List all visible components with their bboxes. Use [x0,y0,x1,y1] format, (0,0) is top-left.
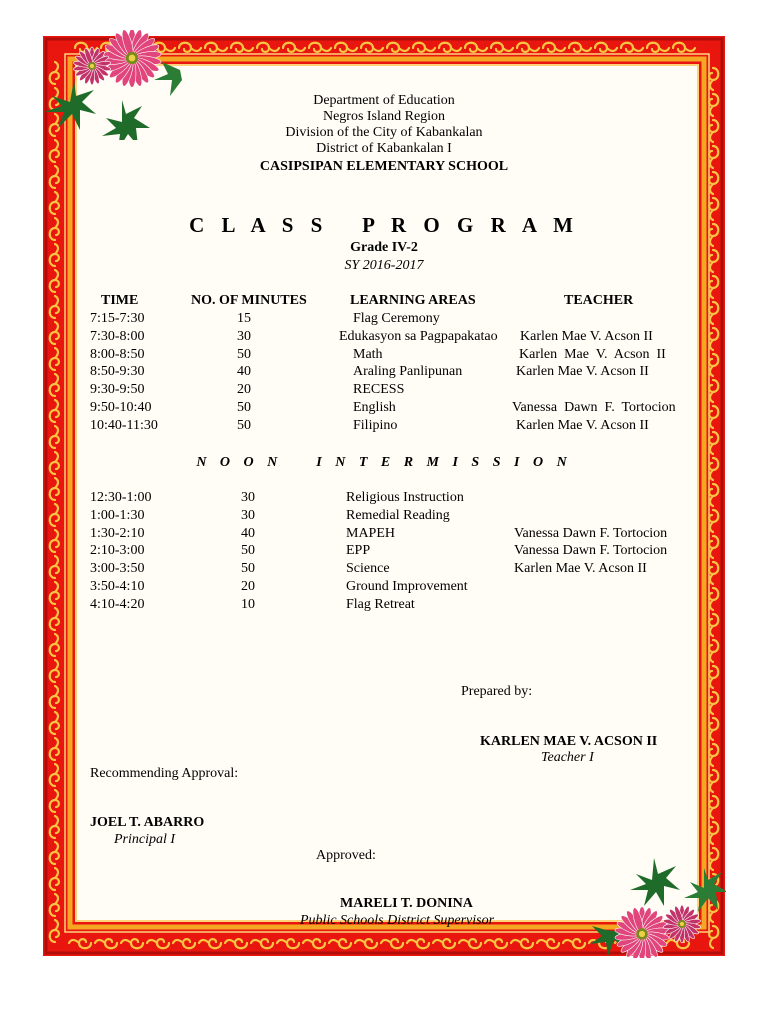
column-header-time: TIME [101,293,139,308]
recommending-approval-label: Recommending Approval: [90,766,239,781]
row-minutes: 50 [241,561,255,577]
row-time: 4:10-4:20 [90,596,145,612]
region-line: Negros Island Region [322,109,446,124]
row-time: 3:00-3:50 [90,561,145,577]
row-time: 1:00-1:30 [90,507,145,523]
row-learning-area: Science [346,561,390,577]
approved-label: Approved: [316,848,376,863]
column-header-minutes: NO. OF MINUTES [191,293,307,308]
row-teacher: Vanessa Dawn F. Tortocion [512,400,676,415]
column-header-learning-areas: LEARNING AREAS [350,293,476,308]
row-time: 3:50-4:10 [90,579,145,594]
row-teacher: Vanessa Dawn F. Tortocion [514,543,668,559]
row-minutes: 10 [241,596,255,612]
row-learning-area: Edukasyon sa Pagpapakatao [339,328,498,344]
row-learning-area: MAPEH [346,525,396,541]
row-minutes: 40 [241,525,255,541]
approved-title: Public Schools District Supervisor [300,913,495,928]
prepared-by-name: KARLEN MAE V. ACSON II [480,734,658,749]
prepared-by-title: Teacher I [541,750,594,765]
row-time: 12:30-1:00 [90,490,152,505]
recommending-title: Principal I [114,832,176,847]
row-time: 9:50-10:40 [90,400,152,415]
row-minutes: 30 [237,328,251,344]
row-time: 7:30-8:00 [90,328,145,344]
district-line: District of Kabankalan I [316,141,452,156]
row-learning-area: Religious Instruction [346,490,464,505]
row-minutes: 30 [241,507,255,523]
prepared-by-label: Prepared by: [461,684,533,699]
row-learning-area: English [353,400,396,415]
row-learning-area: Flag Retreat [346,596,415,612]
row-teacher: Karlen Mae V. Acson II [514,561,647,577]
row-learning-area: Remedial Reading [346,507,450,523]
row-minutes: 40 [237,364,251,380]
row-teacher: Karlen Mae V. Acson II [516,417,649,433]
row-minutes: 50 [241,543,255,559]
row-time: 8:50-9:30 [90,364,145,380]
row-learning-area: Araling Panlipunan [353,364,463,380]
row-time: 1:30-2:10 [90,525,145,541]
division-line: Division of the City of Kabankalan [285,125,483,140]
row-learning-area: EPP [346,543,371,559]
noon-intermission: N O O N I N T E R M I S S I O N [196,455,572,470]
page-title: C L A S S P R O G R A M [189,213,579,237]
school-name: CASIPSIPAN ELEMENTARY SCHOOL [259,159,509,174]
row-minutes: 50 [237,417,251,433]
row-minutes: 50 [237,400,251,415]
flower-decoration-bottom-right [586,852,726,958]
row-minutes: 50 [237,346,251,362]
school-year: SY 2016-2017 [344,258,424,273]
row-time: 8:00-8:50 [90,346,145,362]
approved-name: MARELI T. DONINA [340,896,473,911]
row-minutes: 15 [237,311,251,326]
row-time: 7:15-7:30 [90,311,145,326]
department-line: Department of Education [313,93,455,108]
row-time: 9:30-9:50 [90,382,145,398]
row-teacher: Karlen Mae V. Acson II [516,364,649,380]
row-learning-area: Filipino [353,417,398,433]
row-learning-area: Ground Improvement [346,579,468,594]
grade-label: Grade IV-2 [350,240,418,255]
row-teacher: Karlen Mae V. Acson II [520,328,653,344]
row-teacher: Karlen Mae V. Acson II [519,346,666,362]
row-minutes: 30 [241,490,255,505]
row-time: 10:40-11:30 [90,417,158,433]
row-learning-area: RECESS [353,382,405,398]
row-learning-area: Math [353,346,383,362]
row-time: 2:10-3:00 [90,543,145,559]
column-header-teacher: TEACHER [564,293,634,308]
row-teacher: Vanessa Dawn F. Tortocion [514,525,668,541]
row-minutes: 20 [237,382,251,398]
row-learning-area: Flag Ceremony [353,311,440,326]
recommending-name: JOEL T. ABARRO [90,815,205,830]
row-minutes: 20 [241,579,255,594]
